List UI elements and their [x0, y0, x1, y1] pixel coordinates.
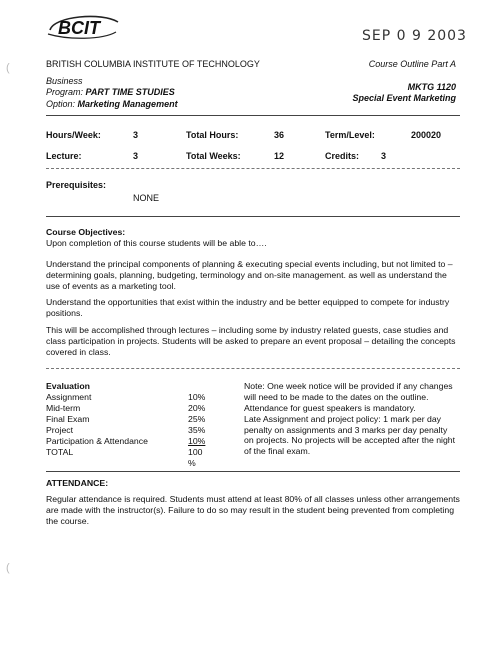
- note-line: will need to be made to the dates on the outline.: [244, 391, 429, 402]
- program-line: [46, 87, 178, 98]
- attendance-section: [46, 478, 462, 533]
- objectives-section: [46, 227, 462, 364]
- eval-item-name: Final Exam: [46, 414, 90, 424]
- program-label: Program:: [46, 87, 84, 98]
- course-name: Special Event Marketing: [352, 93, 456, 104]
- total-hours-label: Total Hours:: [186, 130, 239, 140]
- eval-item-pct: 10%: [188, 436, 206, 446]
- margin-mark: (: [6, 62, 10, 74]
- total-hours-value: 36: [274, 130, 285, 140]
- note-line: Note: One week notice will be provided if any changes: [244, 381, 453, 391]
- hours-week-label: Hours/Week:: [46, 130, 101, 140]
- lecture-label: Lecture:: [46, 151, 82, 161]
- divider: [46, 168, 460, 169]
- note-line: of the final exam.: [244, 446, 311, 457]
- eval-item-name: TOTAL: [46, 447, 74, 457]
- evaluation-note: [244, 381, 464, 457]
- total-weeks-label: Total Weeks:: [186, 151, 241, 161]
- note-line: Late Assignment and project policy: 1 mark per day: [244, 413, 442, 424]
- program-value: PART TIME STUDIES: [85, 87, 175, 98]
- note-line: Attendance for guest speakers is mandatory.: [244, 402, 416, 413]
- prereq-label: Prerequisites:: [46, 180, 107, 190]
- eval-item-pct: 100 %: [188, 447, 203, 468]
- logo-text: BCIT: [58, 18, 100, 38]
- objectives-paragraph-3: This will be accomplished through lectures – including some by industry related guests, case studies and class participation in projects. Students will be asked to prepare an event proposal – detailing the concepts covered in class.: [46, 325, 456, 357]
- option-line: [46, 99, 178, 110]
- lecture-value: 3: [133, 151, 139, 161]
- option-label: Option:: [46, 98, 76, 109]
- credits-label: Credits:: [325, 151, 360, 161]
- outline-label: Course Outline Part A: [368, 59, 456, 69]
- eval-item-pct: 10%: [188, 392, 206, 402]
- credits-value: 3: [381, 151, 387, 161]
- divider: [46, 368, 460, 369]
- prereq-value: NONE: [133, 193, 160, 203]
- objectives-paragraph-1: Understand the principal components of planning & executing special events including, but not limited to – determining goals, planning, budgeting, terminology and on-site management. as well as understand the use of events as a marketing tool.: [46, 258, 453, 291]
- program-block: [46, 76, 178, 110]
- divider: [46, 216, 460, 217]
- institute-name: BRITISH COLUMBIA INSTITUTE OF TECHNOLOGY: [46, 59, 260, 69]
- note-line: penalty on assignments and 3 marks per day penalty: [244, 424, 448, 435]
- term-value: 200020: [411, 130, 442, 140]
- course-code: MKTG 1120: [407, 82, 456, 92]
- bcit-logo: [44, 10, 124, 44]
- term-label: Term/Level:: [325, 130, 375, 140]
- received-stamp: SEP 0 9 2003: [362, 28, 467, 44]
- course-block: [352, 82, 456, 105]
- divider: [46, 471, 460, 472]
- divider: [46, 115, 460, 116]
- evaluation-title: Evaluation: [46, 381, 90, 391]
- eval-item-pct: 25%: [188, 414, 206, 424]
- note-line: on projects. No projects will be accepted after the night: [244, 435, 456, 446]
- eval-item-pct: 35%: [188, 425, 206, 435]
- eval-item-pct: 20%: [188, 403, 206, 413]
- eval-item-name: Participation & Attendance: [46, 436, 148, 446]
- objectives-title: Course Objectives:: [46, 227, 126, 237]
- objectives-paragraph-2: Understand the opportunities that exist within the industry and be better equipped to compete for industry positions.: [46, 297, 450, 319]
- eval-item-name: Mid-term: [46, 403, 81, 413]
- eval-item-name: Project: [46, 425, 74, 435]
- margin-mark: (: [6, 562, 10, 574]
- hours-week-value: 3: [133, 130, 139, 140]
- objectives-intro: Upon completion of this course students will be able to….: [46, 237, 267, 248]
- option-value: Marketing Management: [77, 98, 178, 109]
- school-name: Business: [46, 76, 83, 86]
- attendance-title: ATTENDANCE:: [46, 478, 109, 488]
- eval-item-name: Assignment: [46, 392, 92, 402]
- attendance-text: Regular attendance is required. Students must attend at least 80% of all classes unless other arrangements are made with the instructor(s). Failure to do so may result in the student being prevented from completing the course.: [46, 493, 460, 526]
- total-weeks-value: 12: [274, 151, 285, 161]
